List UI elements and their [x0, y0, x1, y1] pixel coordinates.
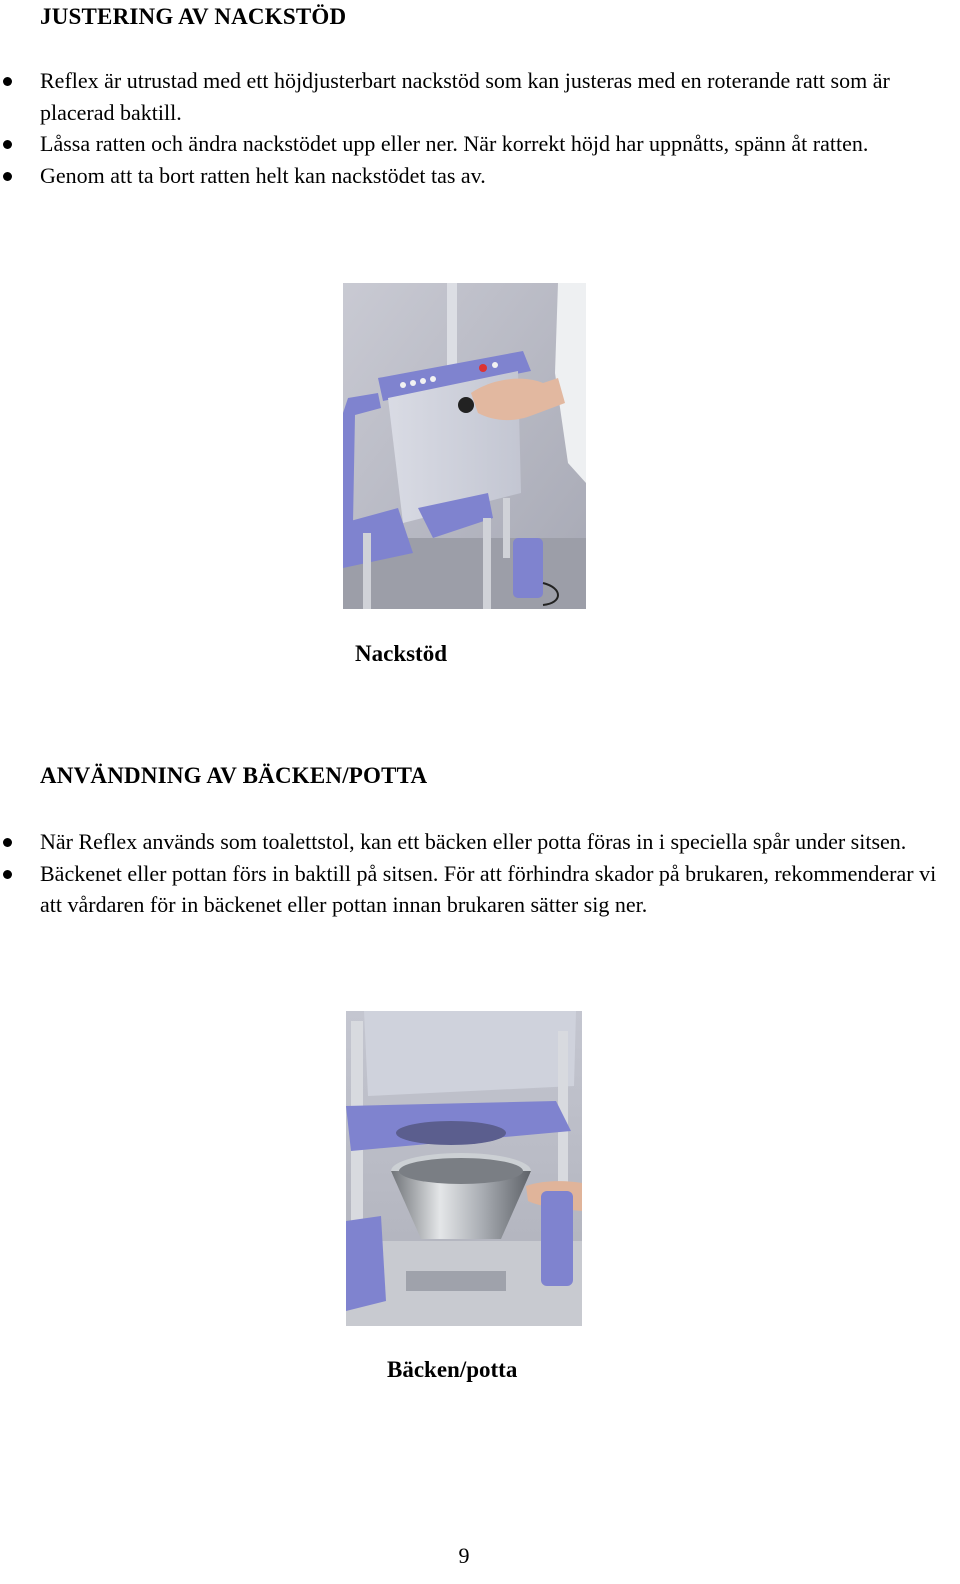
list-item	[0, 858, 950, 921]
bedpan-caption: Bäcken/potta	[387, 1357, 518, 1382]
list-item	[0, 128, 950, 160]
list-item-text: Bäckenet eller pottan förs in baktill på sitsen. För att förhindra skador på brukaren, rekommenderar vi att vårdaren för in bäckenet eller pottan innan brukaren sätter sig ner.	[40, 860, 937, 917]
list-item-text: Låssa ratten och ändra nackstödet upp eller ner. När korrekt höjd har uppnåtts, spänn åt ratten.	[40, 131, 869, 156]
section-heading-neck-rest: JUSTERING AV NACKSTÖD	[40, 4, 347, 29]
neck-rest-illustration	[343, 283, 586, 609]
bullet-icon	[3, 838, 12, 847]
bullet-icon	[3, 140, 12, 149]
bedpan-illustration	[346, 1011, 582, 1326]
section-heading-bedpan: ANVÄNDNING AV BÄCKEN/POTTA	[40, 763, 428, 788]
page-number: 9	[458, 1543, 470, 1568]
neck-rest-photo	[343, 283, 586, 609]
list-item	[0, 160, 950, 192]
bedpan-photo	[346, 1011, 582, 1326]
bullet-icon	[3, 172, 12, 181]
list-item-text: Genom att ta bort ratten helt kan nackstödet tas av.	[40, 162, 486, 188]
list-item	[0, 826, 950, 858]
bullet-icon	[3, 77, 12, 86]
list-item-text: Reflex är utrustad med ett höjdjusterbart nackstöd som kan justeras med en roterande ratt som är placerad baktill.	[40, 68, 890, 125]
list-item-text: När Reflex används som toalettstol, kan ett bäcken eller potta föras in i speciella spår under sitsen.	[40, 829, 907, 854]
neck-rest-caption: Nackstöd	[355, 641, 448, 666]
neck-rest-bullet-list	[0, 65, 950, 191]
bullet-icon	[3, 870, 12, 879]
bedpan-bullet-list	[0, 826, 950, 921]
list-item	[0, 65, 950, 128]
